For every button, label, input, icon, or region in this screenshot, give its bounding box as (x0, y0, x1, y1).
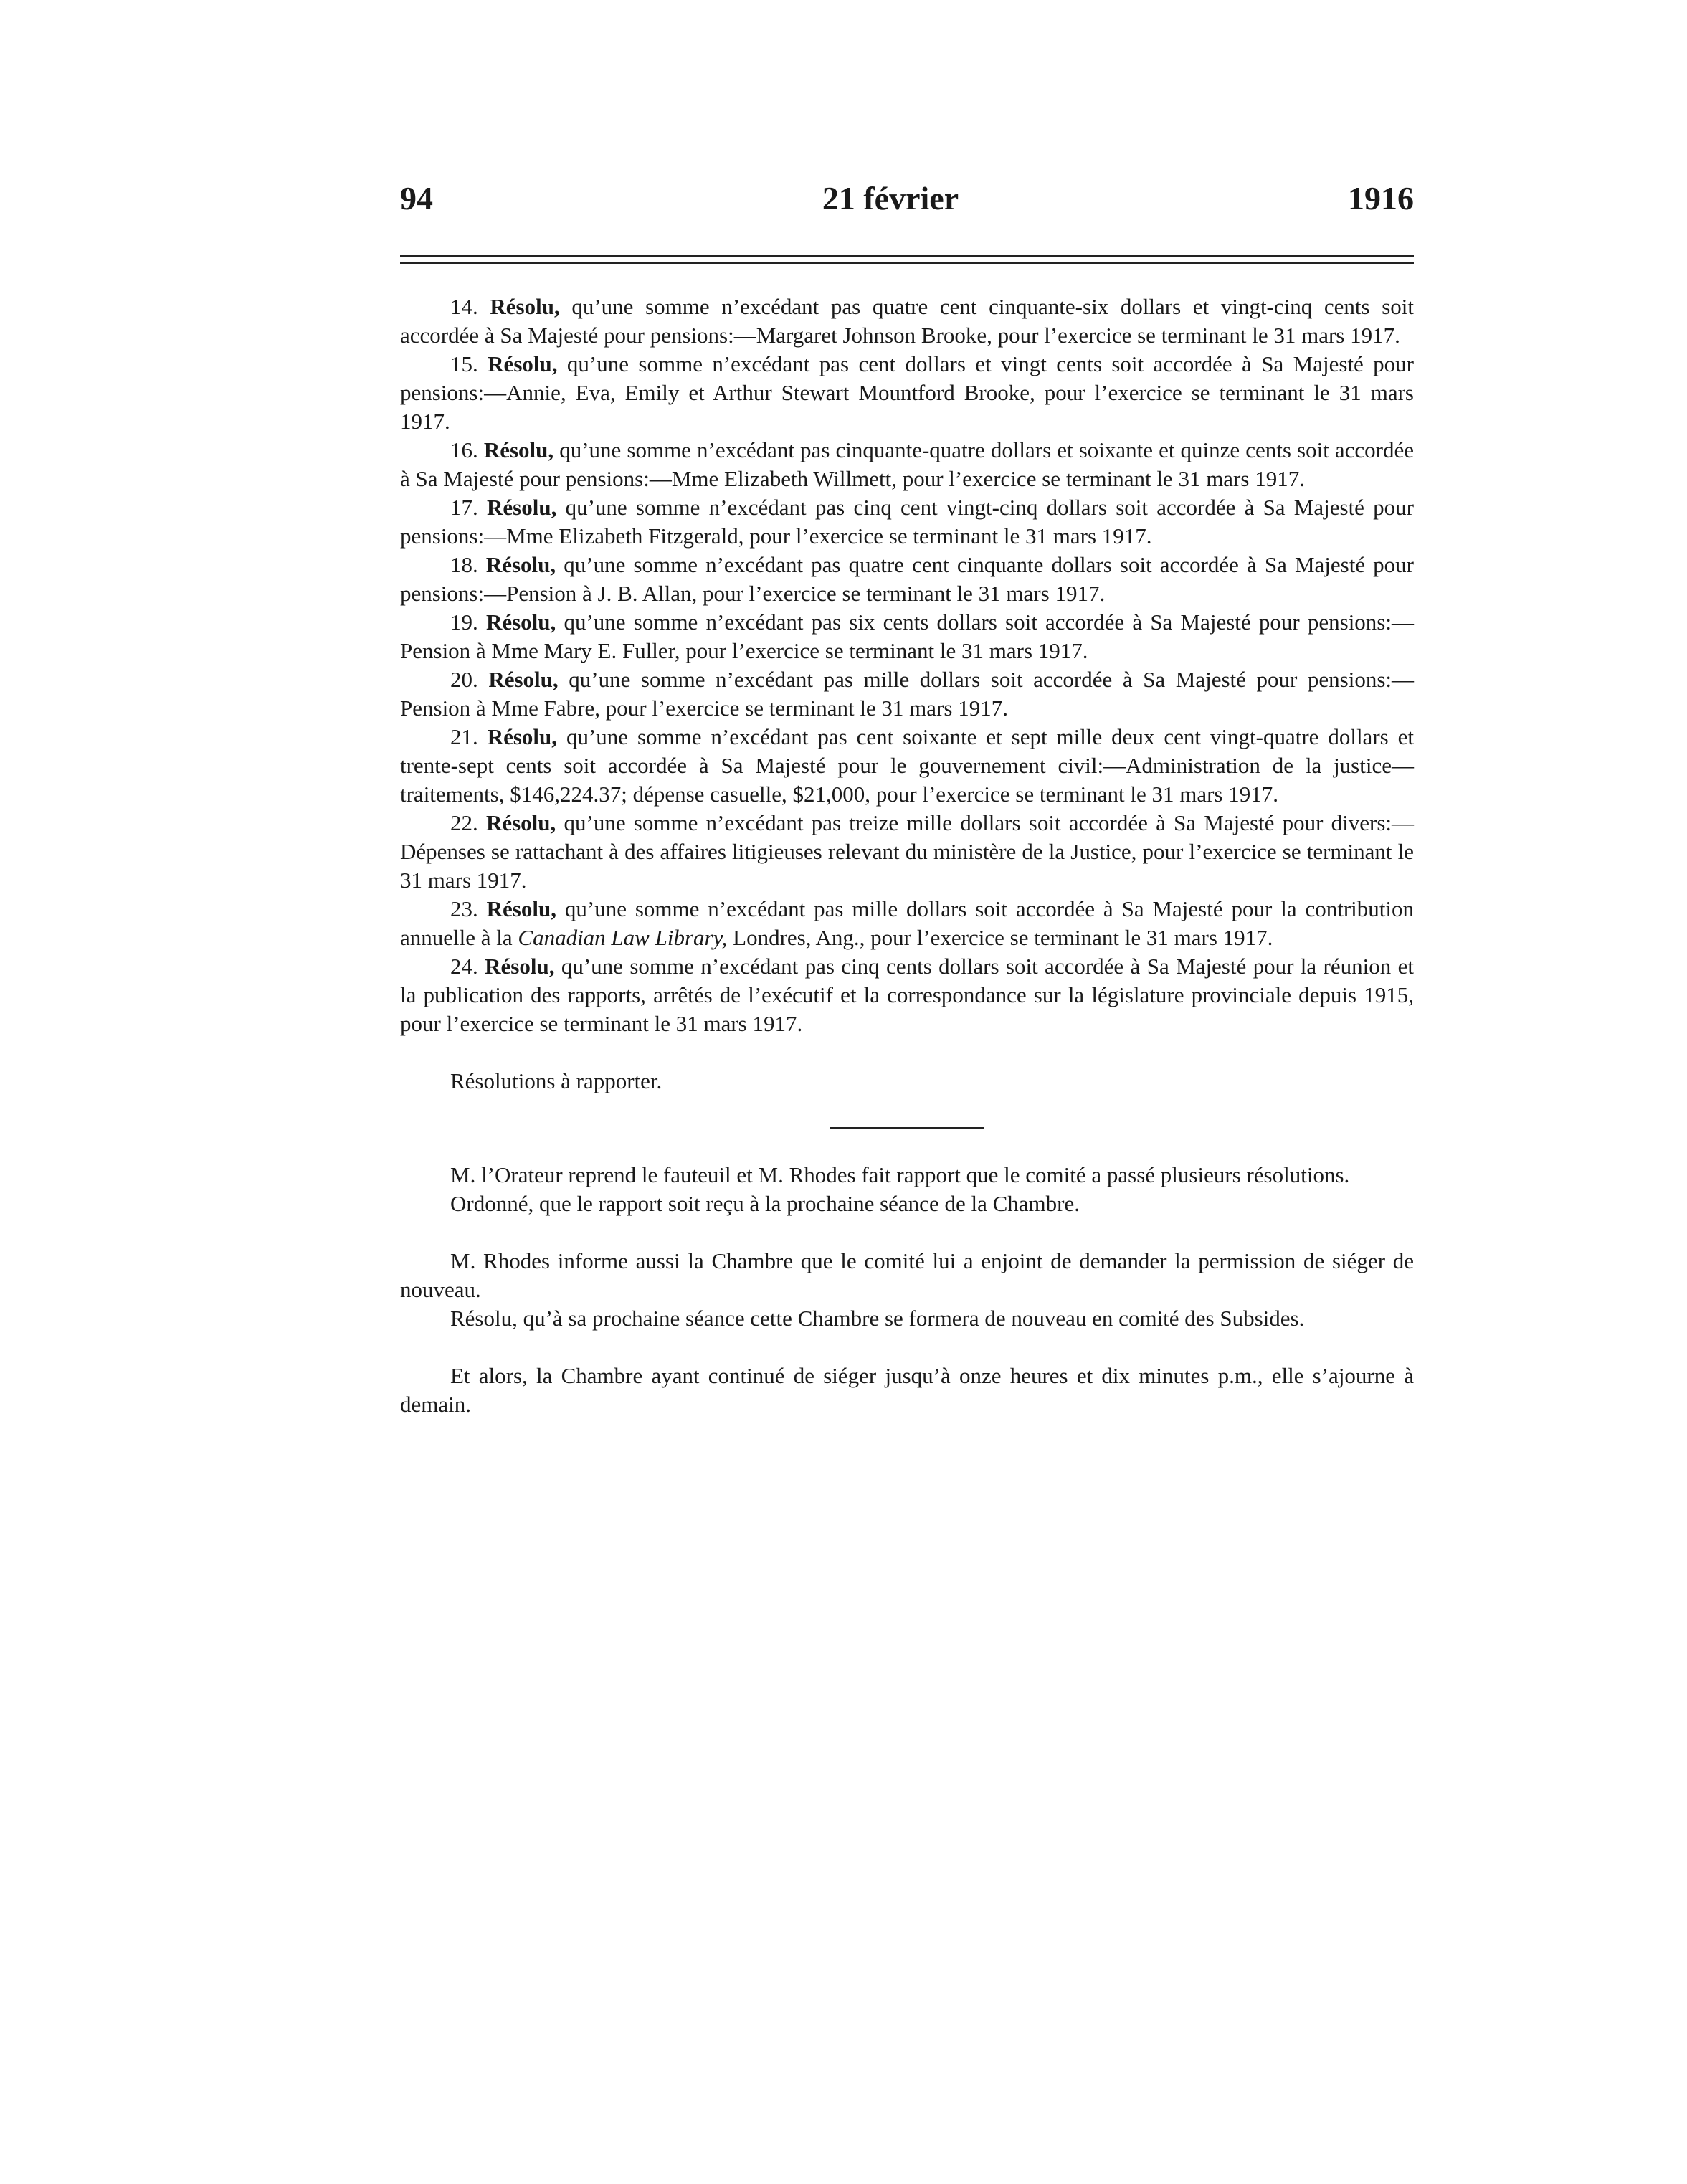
running-head (400, 179, 1414, 225)
spacer (400, 1218, 1414, 1247)
resolution-22: 22. Résolu, qu’une somme n’excédant pas treize mille dollars soit accordée à Sa Majesté pour divers:—Dépenses se rattachant à des affaires litigieuses relevant du ministère de la Justice, pour l’exercice se terminant le 31 mars 1917. (400, 810, 1415, 893)
document-page (400, 179, 1414, 1419)
page-number: 94 (400, 180, 433, 217)
resolution-24: 24. Résolu, qu’une somme n’excédant pas cinq cents dollars soit accordée à Sa Majesté pour la réunion et la publication des rapports, arrêtés de l’exécutif et la correspondance sur la législature provinciale depuis 1915, pour l’exercice se terminant le 31 mars 1917. (400, 954, 1415, 1036)
page-year: 1916 (1348, 180, 1414, 217)
closing-paragraph-2: Ordonné, que le rapport soit reçu à la prochaine séance de la Chambre. (450, 1191, 1080, 1216)
resolution-16: 16. Résolu, qu’une somme n’excédant pas cinquante-quatre dollars et soixante et quinze cents soit accordée à Sa Majesté pour pensions:—Mme Elizabeth Willmett, pour l’exercice se terminant le 31 mars 1917. (400, 437, 1414, 491)
closing-paragraph-5: Et alors, la Chambre ayant continué de siéger jusqu’à onze heures et dix minutes p.m., elle s’ajourne à demain. (400, 1363, 1414, 1417)
closing-paragraph-3: M. Rhodes informe aussi la Chambre que le comité lui a enjoint de demander la permission de siéger de nouveau. (400, 1248, 1414, 1302)
resolution-21: 21. Résolu, qu’une somme n’excédant pas cent soixante et sept mille deux cent vingt-quatre dollars et trente-sept cents soit accordée à Sa Majesté pour le gouvernement civil:—Administration de la justice—traitements, $146,224.37; dépense casuelle, $21,000, pour l’exercice se terminant le 31 mars 1917. (400, 724, 1415, 807)
resolution-20: 20. Résolu, qu’une somme n’excédant pas mille dollars soit accordée à Sa Majesté pour pensions:—Pension à Mme Fabre, pour l’exercice se terminant le 31 mars 1917. (400, 667, 1415, 721)
section-divider (830, 1127, 984, 1129)
page-date: 21 février (822, 180, 959, 217)
resolution-15: 15. Résolu, qu’une somme n’excédant pas cent dollars et vingt cents soit accordée à Sa Majesté pour pensions:—Annie, Eva, Emily et Arthur Stewart Mountford Brooke, pour l’exercice se terminant le 31 mars 1917. (400, 351, 1414, 434)
spacer (400, 1333, 1414, 1362)
resolution-17: 17. Résolu, qu’une somme n’excédant pas cinq cent vingt-cinq dollars soit accordée à Sa Majesté pour pensions:—Mme Elizabeth Fitzgerald, pour l’exercice se terminant le 31 mars 1917. (400, 495, 1415, 549)
spacer (400, 1038, 1414, 1067)
resolution-23: 23. Résolu, qu’une somme n’excédant pas mille dollars soit accordée à Sa Majesté pour la contribution annuelle à la Canadian Law Library, Londres, Ang., pour l’exercice se terminant le 31 mars 1917. (400, 896, 1415, 950)
body-text (400, 293, 1414, 1419)
resolution-18: 18. Résolu, qu’une somme n’excédant pas quatre cent cinquante dollars soit accordée à Sa Majesté pour pensions:—Pension à J. B. Allan, pour l’exercice se terminant le 31 mars 1917. (400, 552, 1414, 606)
resolution-19: 19. Résolu, qu’une somme n’excédant pas six cents dollars soit accordée à Sa Majesté pour pensions:—Pension à Mme Mary E. Fuller, pour l’exercice se terminant le 31 mars 1917. (400, 609, 1414, 663)
closing-paragraph-1: M. l’Orateur reprend le fauteuil et M. Rhodes fait rapport que le comité a passé plusieurs résolutions. (450, 1162, 1350, 1187)
header-rule (400, 255, 1414, 264)
resolution-14: 14. Résolu, qu’une somme n’excédant pas quatre cent cinquante-six dollars et vingt-cinq cents soit accordée à Sa Majesté pour pensions:—Margaret Johnson Brooke, pour l’exercice se terminant le 31 mars 1917. (400, 294, 1415, 348)
closing-paragraph-4: Résolu, qu’à sa prochaine séance cette Chambre se formera de nouveau en comité des Subsides. (450, 1306, 1305, 1331)
resolutions-to-report: Résolutions à rapporter. (450, 1068, 662, 1093)
